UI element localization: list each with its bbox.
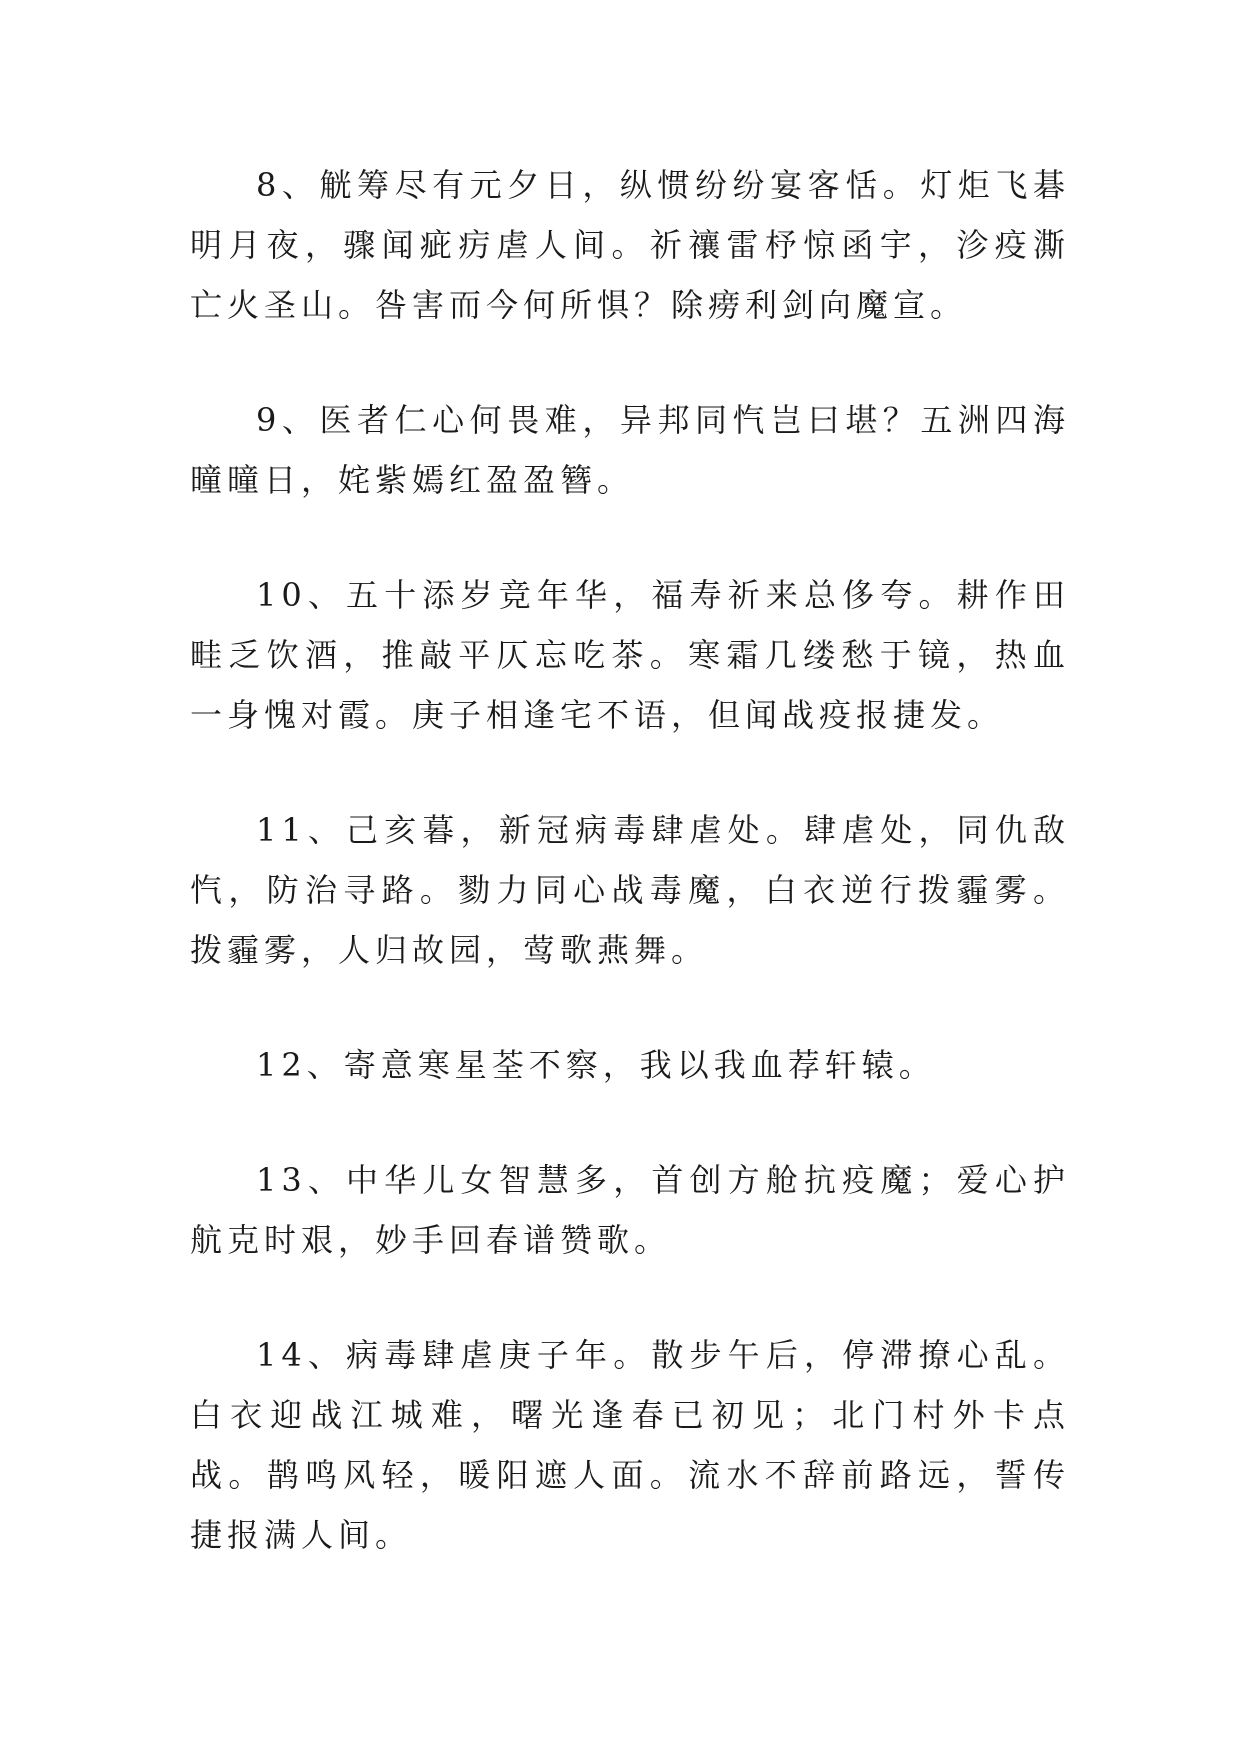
poem-paragraph-8: 8、觥筹尽有元夕日，纵惯纷纷宴客恬。灯炬飞碁明月夜，骤闻疵疠虐人间。祈禳雷杼惊函宇，沴疫澌亡火圣山。咎害而今何所惧？除痨利剑向魔宣。 bbox=[190, 166, 1070, 324]
poem-list bbox=[190, 155, 1070, 1620]
poem-paragraph-10: 10、五十添岁竞年华，福寿祈来总侈夸。耕作田畦乏饮酒，推敲平仄忘吃茶。寒霜几缕愁于镜，热血一身愧对霞。庚子相逢宅不语，但闻战疫报捷发。 bbox=[190, 576, 1070, 734]
poem-paragraph-13: 13、中华儿女智慧多，首创方舱抗疫魔；爱心护航克时艰，妙手回春谱赞歌。 bbox=[190, 1161, 1070, 1259]
poem-paragraph-9: 9、医者仁心何畏难，异邦同忾岂曰堪？五洲四海曈曈日，姹紫嫣红盈盈簪。 bbox=[190, 401, 1070, 499]
poem-paragraph-14: 14、病毒肆虐庚子年。散步午后，停滞撩心乱。白衣迎战江城难，曙光逢春已初见；北门村外卡点战。鹊鸣风轻，暖阳遮人面。流水不辞前路远，誓传捷报满人间。 bbox=[190, 1336, 1070, 1554]
poem-paragraph-11: 11、己亥暮，新冠病毒肆虐处。肆虐处，同仇敌忾，防治寻路。勠力同心战毒魔，白衣逆行拨霾雾。拨霾雾，人归故园，莺歌燕舞。 bbox=[190, 811, 1070, 969]
poem-paragraph-12: 12、寄意寒星荃不察，我以我血荐轩辕。 bbox=[256, 1046, 936, 1084]
